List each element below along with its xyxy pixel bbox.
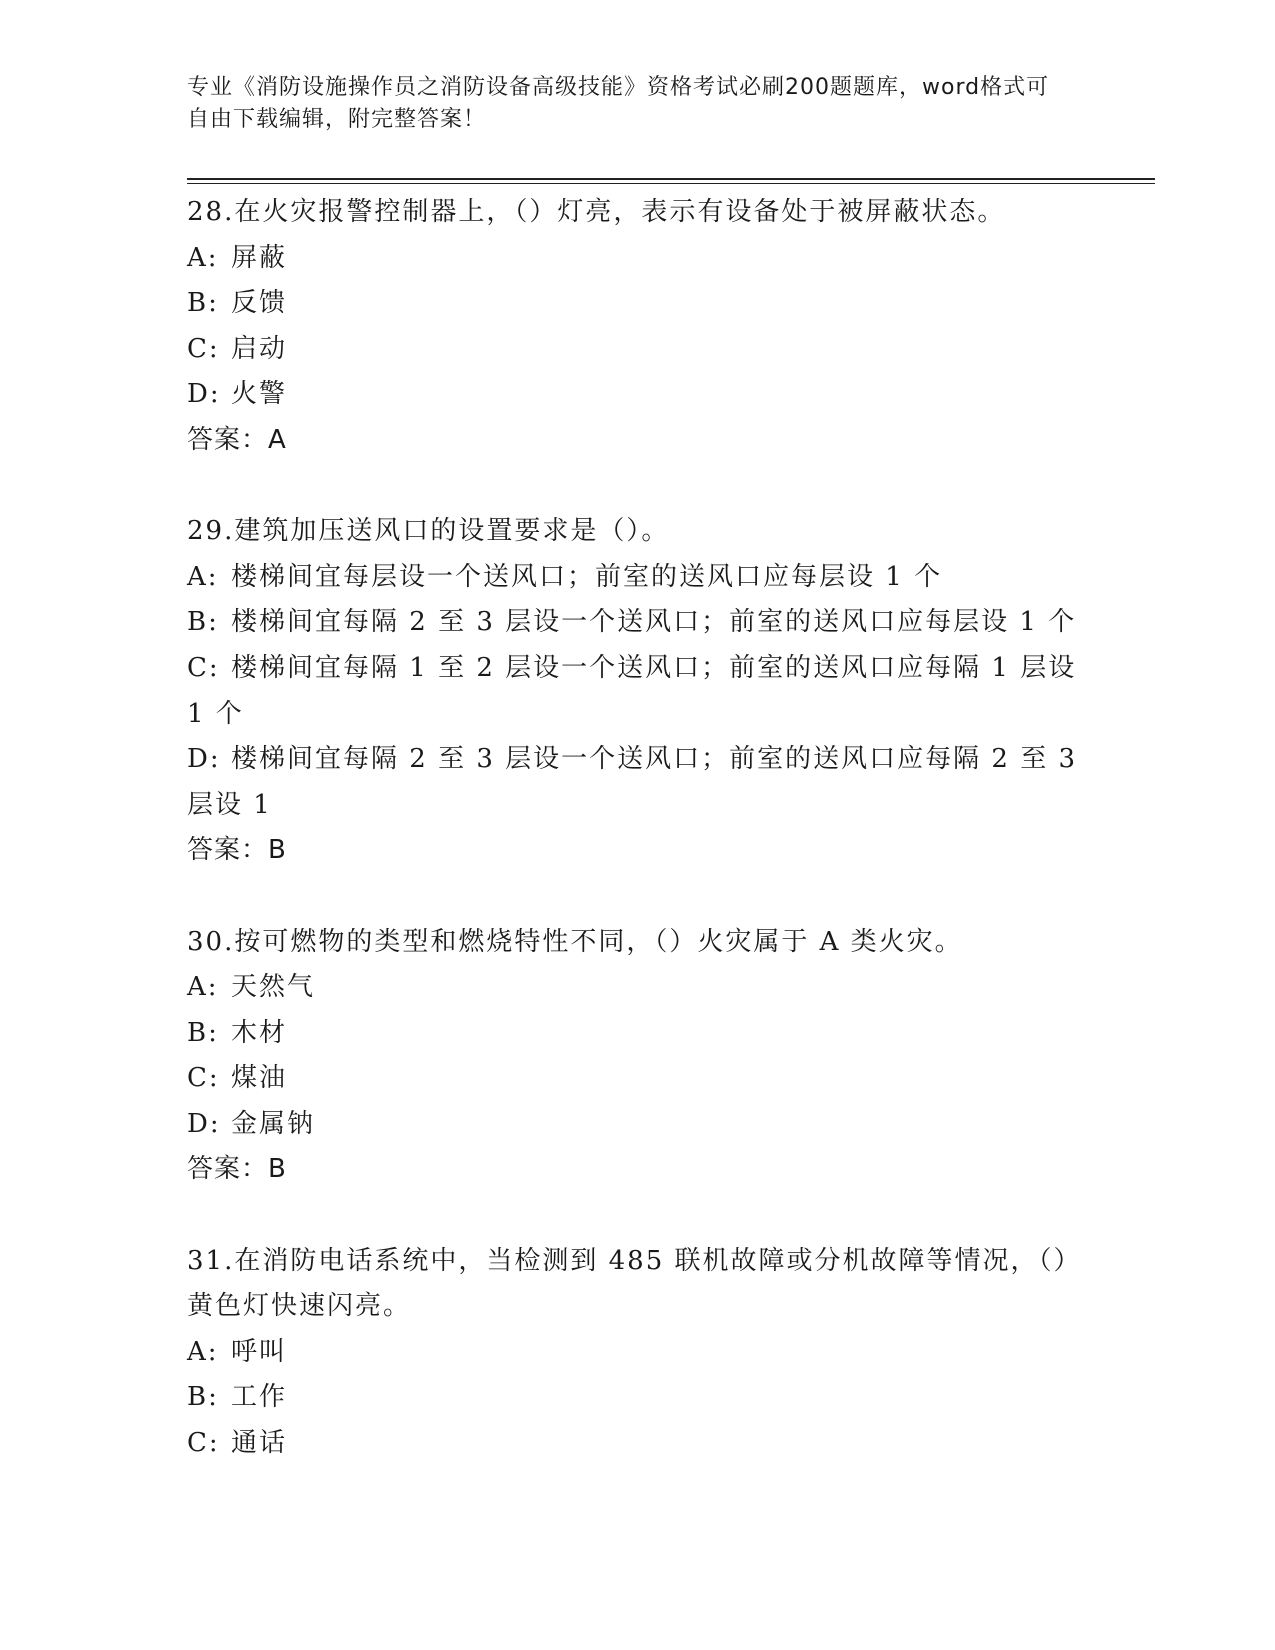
option-d xyxy=(187,737,1087,828)
option-text: 楼梯间宜每隔 2 至 3 层设一个送风口；前室的送风口应每隔 2 至 3 层设 1 xyxy=(187,744,1078,820)
question-stem: 30.按可燃物的类型和燃烧特性不同，（）火灾属于 A 类火灾。 xyxy=(187,926,963,957)
option-text: 煤油 xyxy=(231,1063,288,1094)
option-letter: C: xyxy=(187,1428,220,1459)
option-text: 通话 xyxy=(231,1428,288,1459)
option-a xyxy=(187,555,1087,601)
option-letter: B: xyxy=(187,1382,219,1413)
option-a xyxy=(187,1330,1087,1376)
option-letter: C: xyxy=(187,333,220,364)
question-31 xyxy=(187,1239,1087,1467)
option-text: 楼梯间宜每隔 1 至 2 层设一个送风口；前室的送风口应每隔 1 层设 1 个 xyxy=(187,652,1077,729)
question-list xyxy=(187,190,1087,1467)
option-text: 天然气 xyxy=(231,972,316,1003)
header-divider-thick xyxy=(187,178,1155,180)
question-stem: 28.在火灾报警控制器上，（）灯亮，表示有设备处于被屏蔽状态。 xyxy=(187,197,1006,227)
option-letter: C: xyxy=(187,1063,220,1094)
option-d xyxy=(187,1102,1087,1148)
option-c xyxy=(187,1421,1087,1467)
option-b xyxy=(187,1375,1087,1421)
option-b xyxy=(187,281,1087,327)
spacer xyxy=(187,874,1087,920)
option-letter: A: xyxy=(187,1336,219,1367)
question-30 xyxy=(187,920,1087,1194)
spacer xyxy=(187,1193,1087,1239)
option-text: 金属钠 xyxy=(231,1108,316,1139)
option-letter: D: xyxy=(187,379,221,410)
option-text: 楼梯间宜每层设一个送风口；前室的送风口应每层设 1 个 xyxy=(231,561,943,592)
option-text: 火警 xyxy=(231,379,288,410)
option-a xyxy=(187,236,1087,282)
option-d xyxy=(187,372,1087,418)
option-letter: C: xyxy=(187,652,220,683)
option-text: 反馈 xyxy=(231,288,288,319)
option-text: 工作 xyxy=(231,1382,288,1413)
option-text: 楼梯间宜每隔 2 至 3 层设一个送风口；前室的送风口应每层设 1 个 xyxy=(231,607,1077,638)
option-letter: D: xyxy=(187,744,221,775)
answer-line: 答案：B xyxy=(187,835,287,866)
option-b xyxy=(187,1011,1087,1057)
header-divider-thin xyxy=(187,183,1155,184)
option-letter: D: xyxy=(187,1108,221,1139)
question-28 xyxy=(187,190,1087,464)
spacer xyxy=(187,464,1087,510)
option-letter: A: xyxy=(187,972,219,1003)
question-stem: 29.建筑加压送风口的设置要求是（）。 xyxy=(187,516,670,547)
option-letter: B: xyxy=(187,288,219,319)
option-c xyxy=(187,646,1087,737)
option-text: 呼叫 xyxy=(231,1336,288,1367)
option-b xyxy=(187,600,1087,646)
question-stem: 31.在消防电话系统中，当检测到 485 联机故障或分机故障等情况，（）黄色灯快速闪亮。 xyxy=(187,1245,1082,1322)
option-text: 启动 xyxy=(231,333,288,364)
option-c xyxy=(187,1056,1087,1102)
option-text: 屏蔽 xyxy=(231,242,288,273)
option-letter: A: xyxy=(187,242,219,273)
option-text: 木材 xyxy=(231,1017,288,1048)
option-letter: B: xyxy=(187,1017,219,1048)
option-a xyxy=(187,965,1087,1011)
option-letter: A: xyxy=(187,561,219,592)
question-29 xyxy=(187,509,1087,874)
answer-line: 答案：B xyxy=(187,1154,287,1185)
answer-line: 答案：A xyxy=(187,424,287,455)
document-header: 专业《消防设施操作员之消防设备高级技能》资格考试必刷200题题库，word格式可自由下载编辑，附完整答案！ xyxy=(187,75,1050,132)
option-letter: B: xyxy=(187,607,219,638)
option-c xyxy=(187,327,1087,373)
